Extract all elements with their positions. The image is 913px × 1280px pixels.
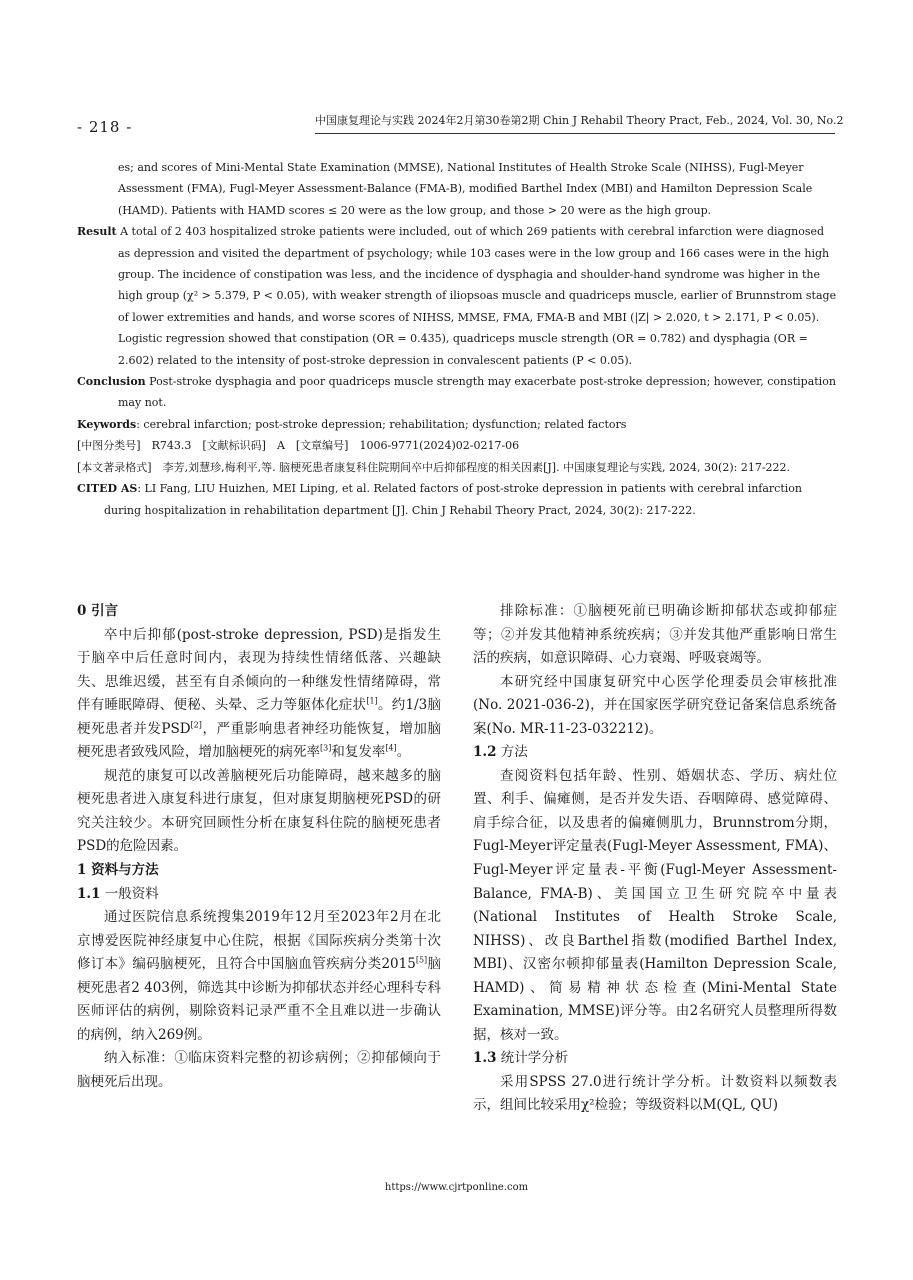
general-data-paragraph [77, 906, 441, 1047]
statistics-paragraph: 采用SPSS 27.0进行统计学分析。计数资料以频数表示，组间比较采用χ²检验；等级资料以M(QL, QU) [473, 1073, 837, 1114]
header-rule [315, 133, 835, 134]
text-run: 卒中后抑郁(post-stroke depression, PSD)是指发生于脑卒中后任意时间内，表现为持续性情绪低落、兴趣缺失、思维迟缓，甚至有自杀倾向的一种继发性情绪障碍，常伴有睡眠障碍、便秘、头晕、乏力等躯体化症状 [77, 626, 441, 714]
abstract-methods-continued: es; and scores of Mini-Mental State Examination (MMSE), National Institutes of Health Stroke Scale (NIHSS), Fugl-Meyer Assessment (FMA), Fugl-Meyer Assessment-Balance (FMA-B), modified Barthel Index (MBI) and Hamilton Depression Scale (HAMD). Patients with HAMD scores ≤ 20 were as the low group, and those > 20 were as the high group. [118, 161, 813, 217]
abstract-result [77, 221, 837, 371]
reference-4: [4] [385, 743, 397, 753]
conclusion-text: Post-stroke dysphagia and poor quadriceps muscle strength may exacerbate post-stroke depression; however, constipation may not. [118, 375, 836, 410]
heading-statistics [473, 1047, 837, 1071]
citation-cn-label: [本文著录格式] [77, 460, 152, 474]
section-title: 统计学分析 [496, 1050, 569, 1067]
footer-url: https://www.cjrtponline.com [384, 1182, 529, 1193]
classification-line: [中图分类号] R743.3 [文献标识码] A [文章编号] 1006-9771(2024)02-0217-06 [77, 439, 520, 453]
reference-3: [3] [320, 743, 332, 753]
intro-paragraph-1 [77, 624, 441, 765]
keywords [77, 414, 837, 435]
methods-paragraph: 查阅资料包括年龄、性别、婚姻状态、学历、病灶位置、利手、偏瘫侧，是否并发失语、吞咽障碍、感觉障碍、肩手综合征，以及患者的偏瘫侧肌力，Brunnstrom分期，Fugl-Meyer评定量表(Fugl-Meyer Assessment, FMA)、Fugl-Meyer评定量表-平衡(Fugl-Meyer Assessment-Balance, FMA-B)、美国国立卫生研究院卒中量表(National Institutes of Health Stroke Scale, NIHSS)、改良Barthel指数(modified Barthel Index, MBI)、汉密尔顿抑郁量表(Hamilton Depression Scale, HAMD)、简易精神状态检查(Mini-Mental State Examination, MMSE)评分等。由2名研究人员整理所得数据，核对一致。 [473, 767, 837, 1043]
section-number: 1.3 [473, 1050, 497, 1067]
text-run: 。 [396, 744, 411, 761]
result-label: Result [77, 225, 117, 239]
keywords-text: : cerebral infarction; post-stroke depression; rehabilitation; dysfunction; related factors [136, 417, 627, 431]
cited-as-label: CITED AS [77, 482, 138, 496]
citation-cn [77, 457, 837, 478]
section-title: 方法 [496, 744, 528, 761]
keywords-label: Keywords [77, 417, 137, 431]
inclusion-criteria: 纳入标准：①临床资料完整的初诊病例；②抑郁倾向于脑梗死后出现。 [77, 1050, 441, 1090]
text-run: ，严重影响患者神经功能恢复，增加脑梗死患者致残风险，增加脑梗死的病死率 [77, 720, 441, 761]
heading-introduction: 0 引言 [77, 603, 119, 619]
conclusion-label: Conclusion [77, 375, 146, 389]
abstract-conclusion [77, 371, 837, 414]
section-title: 一般资料 [100, 885, 159, 902]
reference-5: [5] [415, 955, 428, 965]
cited-as-text: : LI Fang, LIU Huizhen, MEI Liping, et al. Related factors of post-stroke depression in patients with cerebral infarction during hospitalization in rehabilitation department [J]. Chin J Rehabil Theory Pract, 2024, 30(2): 217-222. [104, 482, 802, 517]
result-text: A total of 2 403 hospitalized stroke patients were included, out of which 269 patients with cerebral infarction were diagnosed as depression and visited the department of psychology; while 103 cases were in the low group and 166 cases were in the high group. The incidence of constipation was less, and the incidence of dysphagia and shoulder-hand syndrome was higher in the high group (χ² > 5.379, P < 0.05), with weaker strength of iliopsoas muscle and quadriceps muscle, earlier of Brunnstrom stage of lower extremities and hands, and worse scores of NIHSS, MMSE, FMA, FMA-B and MBI (|Z| > 2.020, t > 2.171, P < 0.05). Logistic regression showed that constipation (OR = 0.435), quadriceps muscle strength (OR = 0.782) and dysphagia (OR = 2.602) related to the intensity of post-stroke depression in convalescent patients (P < 0.05). [118, 225, 837, 367]
right-column [473, 600, 837, 1118]
page-number: - 218 - [77, 118, 133, 136]
heading-methods: 1 资料与方法 [77, 862, 159, 879]
section-number: 1.2 [473, 744, 497, 761]
running-head: 中国康复理论与实践 2024年2月第30卷第2期 Chin J Rehabil Theory Pract, Feb., 2024, Vol. 30, No.2 [315, 114, 844, 127]
left-column [77, 600, 441, 1094]
text-run: 脑梗死患者2 403例，筛选其中诊断为抑郁状态并经心理科专科医师评估的病例，剔除资料记录严重不全且难以进一步确认的病例，纳入269例。 [77, 956, 442, 1043]
abstract-block [77, 157, 837, 521]
ethics-paragraph: 本研究经中国康复研究中心医学伦理委员会审核批准(No. 2021-036-2)，并在国家医学研究登记备案信息系统备案(No. MR-11-23-032212)。 [473, 673, 837, 737]
citation-cn-text: 李芳,刘慧珍,梅利平,等. 脑梗死患者康复科住院期间卒中后抑郁程度的相关因素[J]. 中国康复理论与实践, 2024, 30(2): 217-222. [151, 460, 791, 474]
exclusion-criteria: 排除标准：①脑梗死前已明确诊断抑郁状态或抑郁症等；②并发其他精神系统疾病；③并发其他严重影响日常生活的疾病，如意识障碍、心力衰竭、呼吸衰竭等。 [473, 603, 837, 667]
intro-paragraph-2: 规范的康复可以改善脑梗死后功能障碍，越来越多的脑梗死患者进入康复科进行康复，但对康复期脑梗死PSD的研究关注较少。本研究回顾性分析在康复科住院的脑梗死患者PSD的危险因素。 [77, 767, 441, 855]
section-number: 1.1 [77, 885, 101, 902]
cited-as [77, 478, 837, 521]
text-run: 。约1/3脑梗死患者并发PSD [77, 697, 442, 737]
text-run: 和复发率 [331, 744, 386, 761]
reference-1: [1] [366, 696, 378, 706]
heading-methods-sub [473, 741, 837, 765]
heading-general-data [77, 883, 441, 907]
text-run: 通过医院信息系统搜集2019年12月至2023年2月在北京博爱医院神经康复中心住院，根据《国际疾病分类第十次修订本》编码脑梗死，且符合中国脑血管疾病分类2015 [77, 909, 441, 973]
reference-2: [2] [190, 720, 202, 730]
